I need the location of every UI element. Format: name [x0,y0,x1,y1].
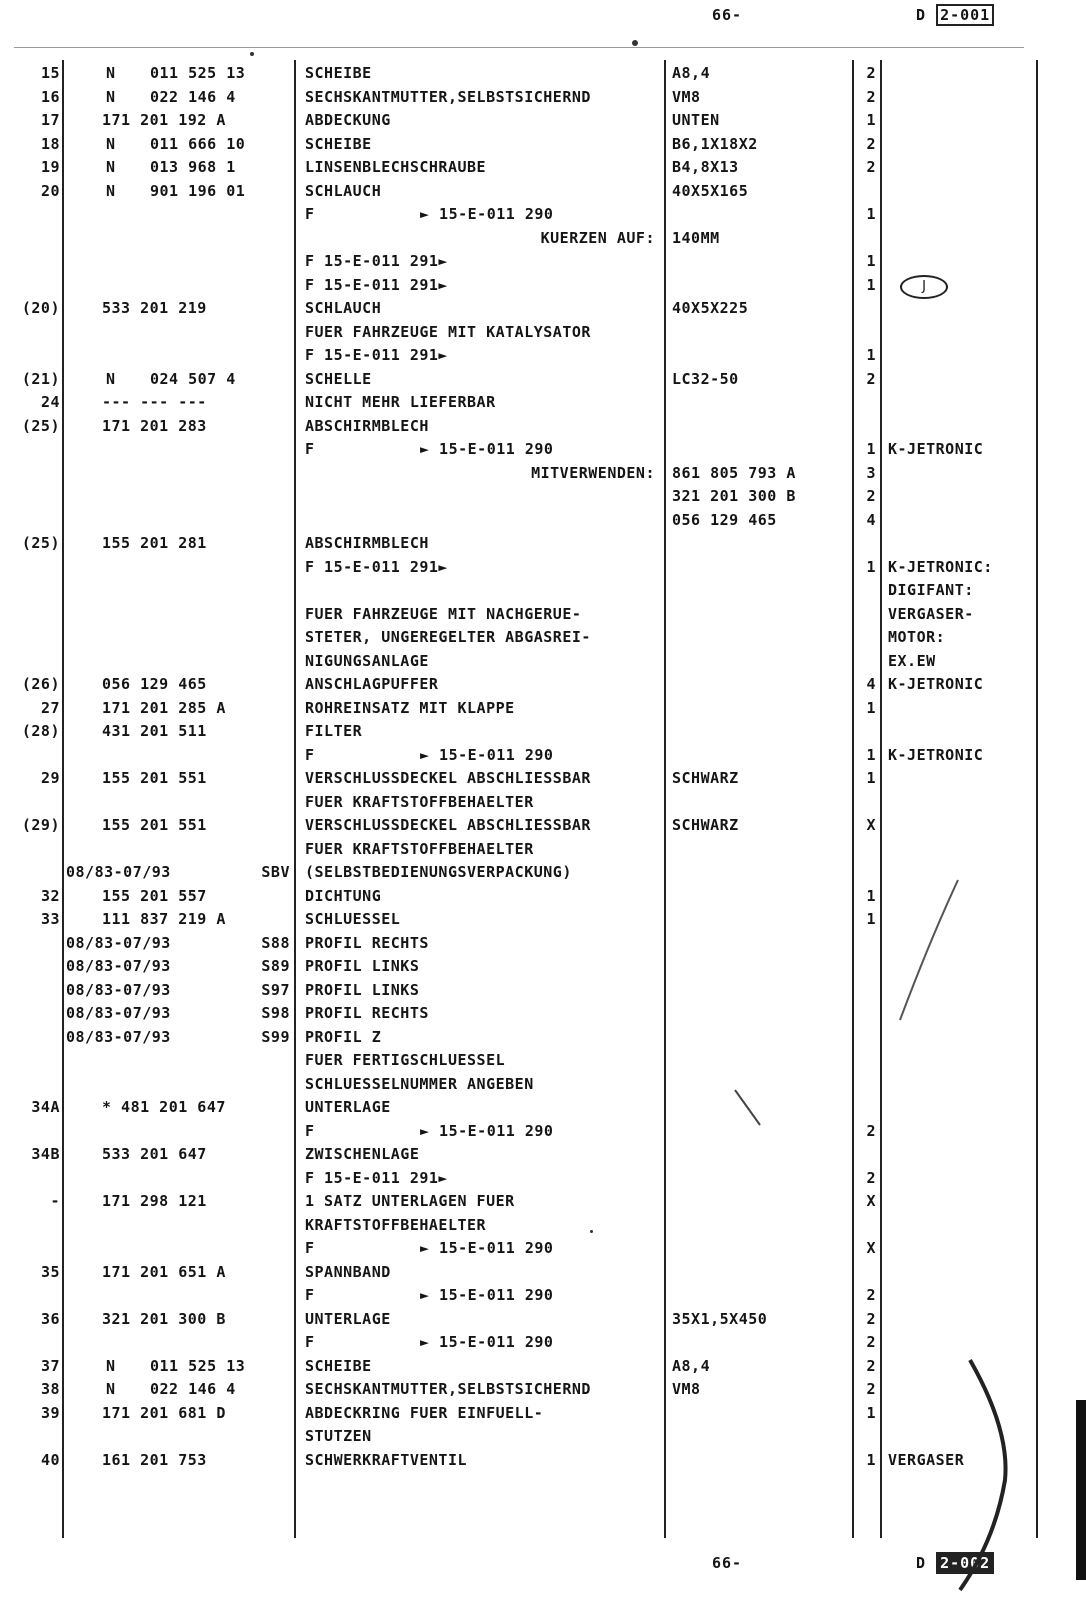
standard-part-flag: N [106,134,116,153]
part-description: SCHELLE [305,369,372,388]
part-number: --- --- --- [102,393,207,411]
part-description: FUER FAHRZEUGE MIT NACHGERUE- [305,604,582,623]
part-description: PROFIL LINKS [305,957,420,975]
part-description: VERSCHLUSSDECKEL ABSCHLIESSBAR [305,816,591,834]
part-description: PROFIL LINKS [305,980,420,999]
specification: VM8 [672,1380,701,1398]
standard-part-flag: N [106,1380,116,1398]
packaging-code: S99 [261,1027,290,1046]
position-number: 36 [40,1309,60,1328]
position-number: (29) [21,816,60,834]
part-description: UNTERLAGE [305,1098,391,1116]
validity-date-range: 08/83-07/93 [66,1027,171,1046]
model-cutoff: ► 15-E-011 290 [420,1286,554,1304]
validity-date-range: 08/83-07/93 [66,1004,171,1022]
position-number: (28) [21,722,60,740]
quantity: 2 [866,1309,876,1328]
part-description: KRAFTSTOFFBEHAELTER [305,1215,487,1234]
pen-stroke-small [735,1090,760,1125]
part-description: F 15-E-011 291► [305,1168,448,1187]
validity-date-range: 08/83-07/93 [66,957,171,975]
part-number: 155 201 551 [102,816,207,834]
part-number: 171 298 121 [102,1192,207,1210]
part-description: ABDECKUNG [305,111,391,129]
footer-ref-prefix: D [916,1554,927,1572]
part-number: 321 201 300 B [102,1309,226,1328]
part-description: F 15-E-011 291► [305,252,448,270]
part-description: ZWISCHENLAGE [305,1145,420,1163]
quantity: 1 [866,1450,876,1469]
part-number: 056 129 465 [102,675,207,693]
part-description: FUER KRAFTSTOFFBEHAELTER [305,792,534,811]
quantity: 2 [866,1168,876,1187]
part-description: F [305,1239,315,1257]
part-number: 011 666 10 [150,134,246,153]
part-number: 431 201 511 [102,722,207,740]
quantity: 2 [866,87,876,106]
quantity: 2 [866,487,876,505]
specification: 861 805 793 A [672,463,796,482]
scan-edge-bar [1076,1400,1086,1580]
remark: K-JETRONIC: [888,557,993,576]
part-description: PROFIL Z [305,1027,382,1046]
standard-part-flag: N [106,369,116,388]
quantity: 4 [866,675,876,693]
part-description: SCHEIBE [305,64,372,82]
note-label: KUERZEN AUF: [540,228,655,247]
quantity: 2 [866,1380,876,1398]
part-description: SCHEIBE [305,1356,372,1375]
circled-marker: J [900,275,948,299]
specification: B4,8X13 [672,158,739,176]
position-number: 19 [40,158,60,176]
position-number: 17 [40,111,60,129]
part-description: SCHLUESSEL [305,910,401,928]
part-description: F [305,1121,315,1140]
standard-part-flag: N [106,158,116,176]
remark: VERGASER [888,1450,965,1469]
remark: K-JETRONIC [888,440,984,458]
quantity: 1 [866,557,876,576]
quantity: X [866,1239,876,1257]
part-number: 024 507 4 [150,369,236,388]
quantity: 1 [866,205,876,223]
part-description: F 15-E-011 291► [305,557,448,576]
part-number: 171 201 192 A [102,111,226,129]
quantity: X [866,816,876,834]
part-description: F [305,440,315,458]
part-description: PROFIL RECHTS [305,933,429,952]
pen-stroke-diagonal [900,880,958,1020]
part-description: F [305,1333,315,1351]
part-number: 533 201 647 [102,1145,207,1163]
part-description: NIGUNGSANLAGE [305,651,429,670]
standard-part-flag: N [106,1356,116,1375]
part-description: UNTERLAGE [305,1309,391,1328]
specification: 321 201 300 B [672,487,796,505]
remark: K-JETRONIC [888,675,984,693]
part-description: SECHSKANTMUTTER,SELBSTSICHERND [305,87,591,106]
part-description: 1 SATZ UNTERLAGEN FUER [305,1192,515,1210]
position-number: 38 [40,1380,60,1398]
part-number: 161 201 753 [102,1450,207,1469]
part-description: FUER KRAFTSTOFFBEHAELTER [305,839,534,858]
quantity: 1 [866,346,876,364]
specification: 40X5X165 [672,181,749,200]
specification: B6,1X18X2 [672,134,758,153]
specification: 40X5X225 [672,299,749,317]
part-description: STUTZEN [305,1427,372,1445]
quantity: 2 [866,64,876,82]
position-number: (25) [21,416,60,435]
part-number: * 481 201 647 [102,1098,226,1116]
position-number: 37 [40,1356,60,1375]
specification: UNTEN [672,111,720,129]
validity-date-range: 08/83-07/93 [66,933,171,952]
position-number: 16 [40,87,60,106]
position-number: 34A [31,1098,60,1116]
specification: 140MM [672,228,720,247]
quantity: 1 [866,252,876,270]
part-number: 171 201 681 D [102,1403,226,1422]
part-description: SECHSKANTMUTTER,SELBSTSICHERND [305,1380,591,1398]
position-number: - [50,1192,60,1210]
standard-part-flag: N [106,87,116,106]
packaging-code: S98 [261,1004,290,1022]
packaging-code: SBV [261,863,290,881]
specification: 056 129 465 [672,510,777,529]
quantity: 1 [866,1403,876,1422]
quantity: 4 [866,510,876,529]
position-number: 15 [40,64,60,82]
part-number: 022 146 4 [150,1380,236,1398]
part-description: STETER, UNGEREGELTER ABGASREI- [305,628,591,646]
part-number: 155 201 551 [102,769,207,787]
part-description: F 15-E-011 291► [305,275,448,294]
part-description: FUER FAHRZEUGE MIT KATALYSATOR [305,322,591,341]
part-description: ABSCHIRMBLECH [305,534,429,552]
specification: LC32-50 [672,369,739,388]
packaging-code: S88 [261,933,290,952]
part-description: VERSCHLUSSDECKEL ABSCHLIESSBAR [305,769,591,787]
part-description: FILTER [305,722,363,740]
model-cutoff: ► 15-E-011 290 [420,1121,554,1140]
quantity: 1 [866,886,876,905]
header-page-number: 66- [712,6,743,24]
quantity: 2 [866,158,876,176]
part-description: SCHLUESSELNUMMER ANGEBEN [305,1074,534,1093]
quantity: 1 [866,910,876,928]
footer-page-number: 66- [712,1554,743,1572]
position-number: 32 [40,886,60,905]
part-description: F 15-E-011 291► [305,346,448,364]
scan-speck [632,40,638,46]
part-description: ABSCHIRMBLECH [305,416,429,435]
position-number: 24 [40,393,60,411]
model-cutoff: ► 15-E-011 290 [420,205,554,223]
part-description: F [305,745,315,764]
specification: SCHWARZ [672,769,739,787]
part-number: 011 525 13 [150,64,246,82]
part-number: 171 201 285 A [102,698,226,717]
part-description: ROHREINSATZ MIT KLAPPE [305,698,515,717]
part-description: DICHTUNG [305,886,382,905]
part-number: 155 201 281 [102,534,207,552]
part-number: 022 146 4 [150,87,236,106]
specification: A8,4 [672,64,711,82]
standard-part-flag: N [106,181,116,200]
quantity: 1 [866,698,876,717]
packaging-code: S89 [261,957,290,975]
part-number: 155 201 557 [102,886,207,905]
validity-date-range: 08/83-07/93 [66,980,171,999]
validity-date-range: 08/83-07/93 [66,863,171,881]
header-ref-prefix: D [916,6,927,24]
position-number: (26) [21,675,60,693]
model-cutoff: ► 15-E-011 290 [420,745,554,764]
part-description: SPANNBAND [305,1262,391,1281]
remark: EX.EW [888,651,936,670]
part-description: ABDECKRING FUER EINFUELL- [305,1403,544,1422]
part-description: FUER FERTIGSCHLUESSEL [305,1051,506,1069]
position-number: 40 [40,1450,60,1469]
part-number: 901 196 01 [150,181,246,200]
part-number: 171 201 283 [102,416,207,435]
position-number: 34B [31,1145,60,1163]
part-number: 533 201 219 [102,299,207,317]
part-description: ANSCHLAGPUFFER [305,675,439,693]
quantity: 1 [866,275,876,294]
standard-part-flag: N [106,64,116,82]
quantity: 2 [866,134,876,153]
part-description: SCHEIBE [305,134,372,153]
specification: 35X1,5X450 [672,1309,768,1328]
header-ref-code: 2-001 [936,4,994,26]
remark: DIGIFANT: [888,581,974,599]
position-number: (21) [21,369,60,388]
remark: VERGASER- [888,604,974,623]
part-number: 171 201 651 A [102,1262,226,1281]
position-number: 20 [40,181,60,200]
position-number: 29 [40,769,60,787]
position-number: (20) [21,299,60,317]
quantity: 2 [866,1286,876,1304]
part-number: 011 525 13 [150,1356,246,1375]
quantity: 3 [866,463,876,482]
part-description: LINSENBLECHSCHRAUBE [305,158,487,176]
part-description: F [305,1286,315,1304]
packaging-code: S97 [261,980,290,999]
remark: K-JETRONIC [888,745,984,764]
quantity: 1 [866,440,876,458]
scan-speck [250,52,254,56]
position-number: 39 [40,1403,60,1422]
part-description: SCHLAUCH [305,299,382,317]
position-number: 33 [40,910,60,928]
position-number: 18 [40,134,60,153]
scan-speck [590,1230,593,1233]
part-description: F [305,205,315,223]
specification: VM8 [672,87,701,106]
pen-stroke-curve [960,1360,1006,1590]
quantity: 2 [866,1121,876,1140]
note-label: MITVERWENDEN: [531,463,655,482]
part-description: (SELBSTBEDIENUNGSVERPACKUNG) [305,863,572,881]
quantity: X [866,1192,876,1210]
model-cutoff: ► 15-E-011 290 [420,1333,554,1351]
part-description: PROFIL RECHTS [305,1004,429,1022]
remark: MOTOR: [888,628,946,646]
quantity: 2 [866,1356,876,1375]
specification: A8,4 [672,1356,711,1375]
quantity: 2 [866,369,876,388]
footer-ref-code: 2-002 [936,1552,994,1574]
part-description: SCHWERKRAFTVENTIL [305,1450,468,1469]
part-description: SCHLAUCH [305,181,382,200]
quantity: 2 [866,1333,876,1351]
position-number: 35 [40,1262,60,1281]
quantity: 1 [866,769,876,787]
quantity: 1 [866,745,876,764]
part-description: NICHT MEHR LIEFERBAR [305,393,496,411]
part-number: 111 837 219 A [102,910,226,928]
model-cutoff: ► 15-E-011 290 [420,440,554,458]
position-number: (25) [21,534,60,552]
model-cutoff: ► 15-E-011 290 [420,1239,554,1257]
part-number: 013 968 1 [150,158,236,176]
quantity: 1 [866,111,876,129]
specification: SCHWARZ [672,816,739,834]
position-number: 27 [40,698,60,717]
